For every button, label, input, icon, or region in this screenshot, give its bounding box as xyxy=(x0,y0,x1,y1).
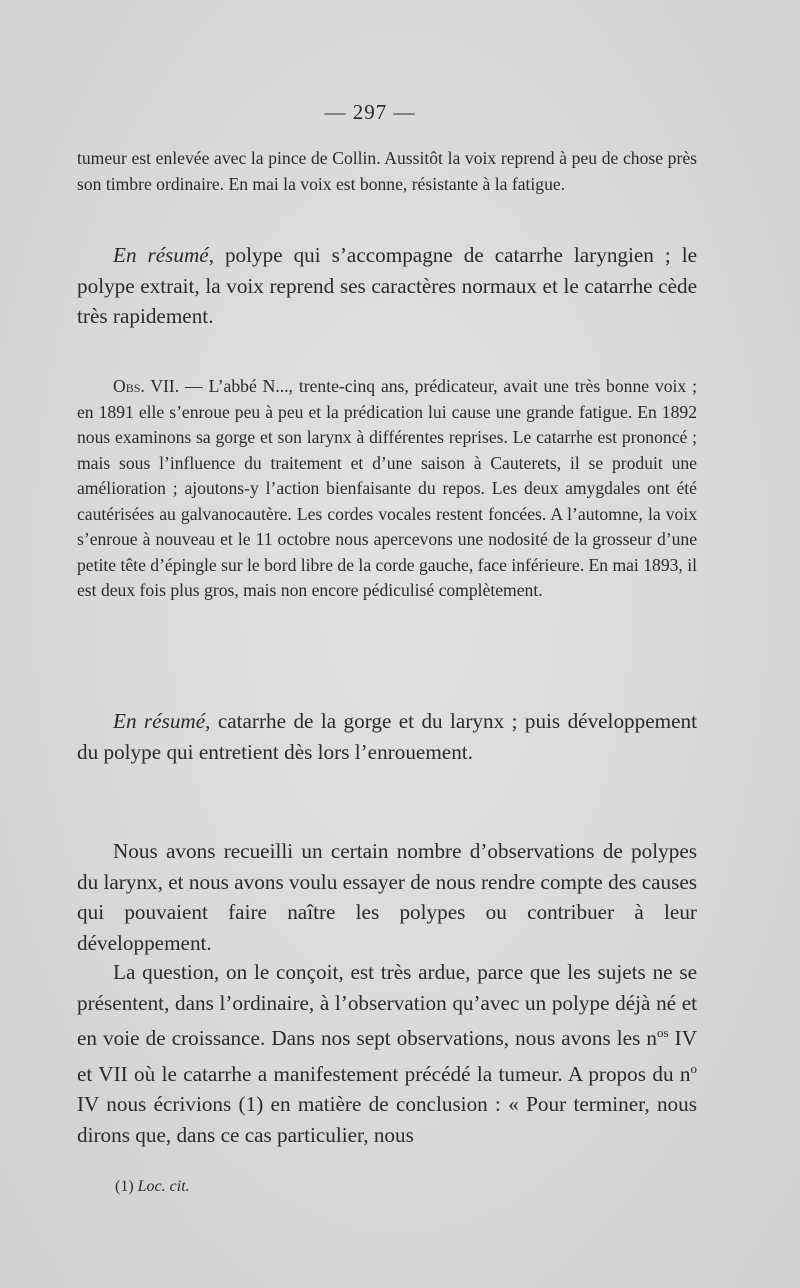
question-part-1: La question, on le conçoit, est très ardue, parce que les sujets ne se présentent, dans l’ordinaire, à l’observation qu’avec un polype déjà né et en voie de croissance. Dans nos sept observations, nous avons les n xyxy=(77,960,697,1051)
resume-2-text xyxy=(77,706,697,767)
footnote-text: Loc. cit. xyxy=(137,1178,190,1195)
question-part-2: IV et VII où le catarrhe a manifestement précédé la tumeur. A propos du n xyxy=(77,1026,698,1086)
resume-1-text xyxy=(77,240,697,332)
question-part-3: IV nous écrivions (1) en matière de conclusion : « Pour terminer, nous dirons que, dans ce cas particulier, nous xyxy=(77,1092,697,1147)
paragraph-tumeur-text: tumeur est enlevée avec la pince de Collin. Aussitôt la voix reprend à peu de chose près son timbre ordinaire. En mai la voix est bonne, résistante à la fatigue. xyxy=(77,148,697,194)
superscript-o: o xyxy=(690,1060,697,1076)
resume-2-lead: En résumé, xyxy=(113,709,211,733)
footnote xyxy=(115,1178,190,1196)
paragraph-question xyxy=(77,957,697,1150)
paragraph-resume-2 xyxy=(77,706,697,767)
paragraph-nous-avons xyxy=(77,836,697,958)
observation-7-text xyxy=(77,374,697,604)
resume-2-body: catarrhe de la gorge et du larynx ; puis développement du polype qui entretient dès lors l’enrouement. xyxy=(77,709,697,764)
observation-7-body: — L’abbé N..., trente-cinq ans, prédicateur, avait une très bonne voix ; en 1891 elle s’enroue peu à peu et la prédication lui cause une grande fatigue. En 1892 nous examinons sa gorge et son larynx à différentes reprises. Le catarrhe est prononcé ; mais sous l’influence du traitement et d’une saison à Cauterets, il se produit une amélioration ; ajoutons-y l’action bienfaisante du repos. Les deux amygdales ont été cautérisées au galvanocautère. Les cordes vocales restent foncées. A l’automne, la voix s’enroue à nouveau et le 11 octobre nous apercevons une nodosité de la grosseur d’une petite tête d’épingle sur le bord libre de la corde gauche, face inférieure. En mai 1893, il est deux fois plus gros, mais non encore pédiculisé complètement. xyxy=(77,376,698,600)
resume-1-lead: En résumé, xyxy=(113,243,214,267)
page-number: — 297 — xyxy=(324,100,416,124)
paragraph-question-text xyxy=(77,957,697,1150)
paragraph-tumeur xyxy=(77,146,697,197)
paragraph-nous-avons-text: Nous avons recueilli un certain nombre d’observations de polypes du larynx, et nous avons voulu essayer de nous rendre compte des causes qui pouvaient faire naître les polypes ou contribuer à leur développement. xyxy=(77,839,697,955)
observation-7 xyxy=(77,374,697,604)
superscript-os: os xyxy=(657,1025,669,1040)
footnote-number: (1) xyxy=(115,1178,134,1195)
resume-1-body: polype qui s’accompagne de catarrhe laryngien ; le polype extrait, la voix reprend ses caractères normaux et le catarrhe cède très rapidement. xyxy=(77,243,698,328)
observation-7-label: Obs. VII. xyxy=(113,376,180,396)
paragraph-resume-1 xyxy=(77,240,697,332)
